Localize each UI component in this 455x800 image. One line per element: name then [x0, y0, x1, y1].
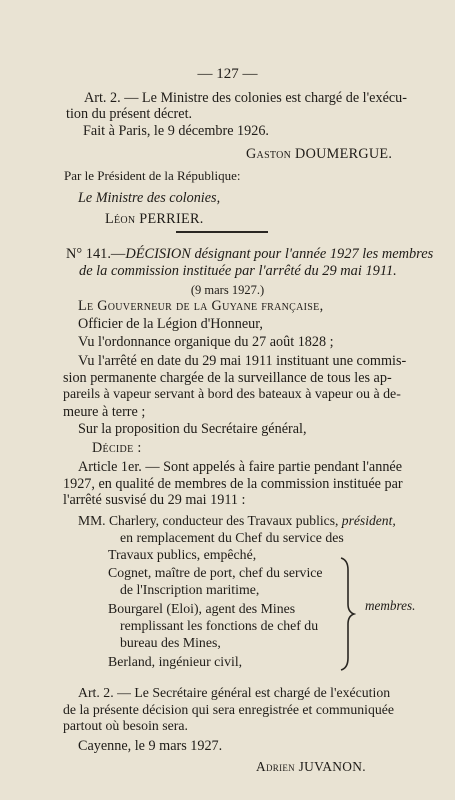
par-le-president: Par le Président de la République: [64, 168, 241, 183]
ministre-des-colonies: Le Ministre des colonies, [78, 190, 221, 206]
article-2-line-3: partout où besoin sera. [63, 718, 188, 733]
vu-arrete-line-2: sion permanente chargée de la surveillance de tous les ap- [63, 370, 392, 386]
page-number: — 127 — [197, 66, 258, 82]
officier-line: Officier de la Légion d'Honneur, [78, 316, 263, 332]
president-role: président, [341, 513, 396, 528]
vu-ordonnance: Vu l'ordonnance organique du 27 août 1828 ; [78, 334, 334, 350]
members-brace-path [341, 558, 354, 670]
members-brace [336, 556, 356, 672]
vu-arrete-line-1: Vu l'arrêté en date du 29 mai 1911 instituant une commis- [78, 353, 407, 369]
decision-heading-line-1 [66, 246, 433, 262]
cayenne-date: Cayenne, le 9 mars 1927. [78, 738, 223, 754]
gouverneur-line: Le Gouverneur de la Guyane française, [78, 298, 324, 314]
signature-juvanon: Adrien JUVANON. [256, 759, 366, 774]
decision-date: (9 mars 1927.) [190, 283, 265, 297]
article-2-line-1: Art. 2. — Le Secrétaire général est chargé de l'exécution [78, 685, 391, 700]
decree-article-2-line-1: Art. 2. — Le Ministre des colonies est chargé de l'exécu- [84, 90, 407, 106]
section-divider [176, 231, 268, 233]
vu-arrete-line-4: meure à terre ; [63, 404, 146, 420]
decision-heading-line-2: de la commission instituée par l'arrêté du 29 mai 1911. [79, 263, 397, 279]
decree-date: Fait à Paris, le 9 décembre 1926. [83, 123, 269, 139]
member-charlery-text: MM. Charlery, conducteur des Travaux publics, [78, 513, 342, 528]
decide: Décide : [92, 440, 142, 456]
signature-doumergue: Gaston DOUMERGUE. [246, 146, 393, 162]
decision-title: DÉCISION désignant pour l'année 1927 les membres [125, 246, 434, 262]
decree-article-2-line-2: tion du présent décret. [66, 106, 193, 122]
member-berland: Berland, ingénieur civil, [108, 654, 243, 669]
decision-number: N° 141.— [66, 246, 126, 262]
member-cognet-line-1: Cognet, maître de port, chef du service [108, 565, 323, 580]
sur-la-proposition: Sur la proposition du Secrétaire général, [78, 421, 307, 437]
member-bourgarel-line-2: remplissant les fonctions de chef du [120, 618, 319, 633]
member-bourgarel-line-1: Bourgarel (Eloi), agent des Mines [108, 601, 296, 616]
member-bourgarel-line-3: bureau des Mines, [120, 635, 221, 650]
article-1-line-2: 1927, en qualité de membres de la commission instituée par [63, 476, 403, 492]
article-1-line-1: Article 1er. — Sont appelés à faire partie pendant l'année [78, 459, 403, 475]
member-cognet-line-2: de l'Inscription maritime, [120, 582, 260, 597]
article-2-line-2: de la présente décision qui sera enregistrée et communiquée [63, 702, 394, 717]
membres-label: membres. [365, 598, 416, 613]
member-charlery-line-3: Travaux publics, empêché, [108, 547, 257, 562]
member-charlery-line-2: en remplacement du Chef du service des [120, 530, 344, 545]
article-1-line-3: l'arrêté susvisé du 29 mai 1911 : [63, 492, 246, 508]
vu-arrete-line-3: pareils à vapeur servant à bord des bateaux à vapeur ou à de- [63, 387, 401, 402]
signature-perrier: Léon PERRIER. [105, 211, 204, 227]
member-charlery-line-1 [78, 513, 396, 529]
